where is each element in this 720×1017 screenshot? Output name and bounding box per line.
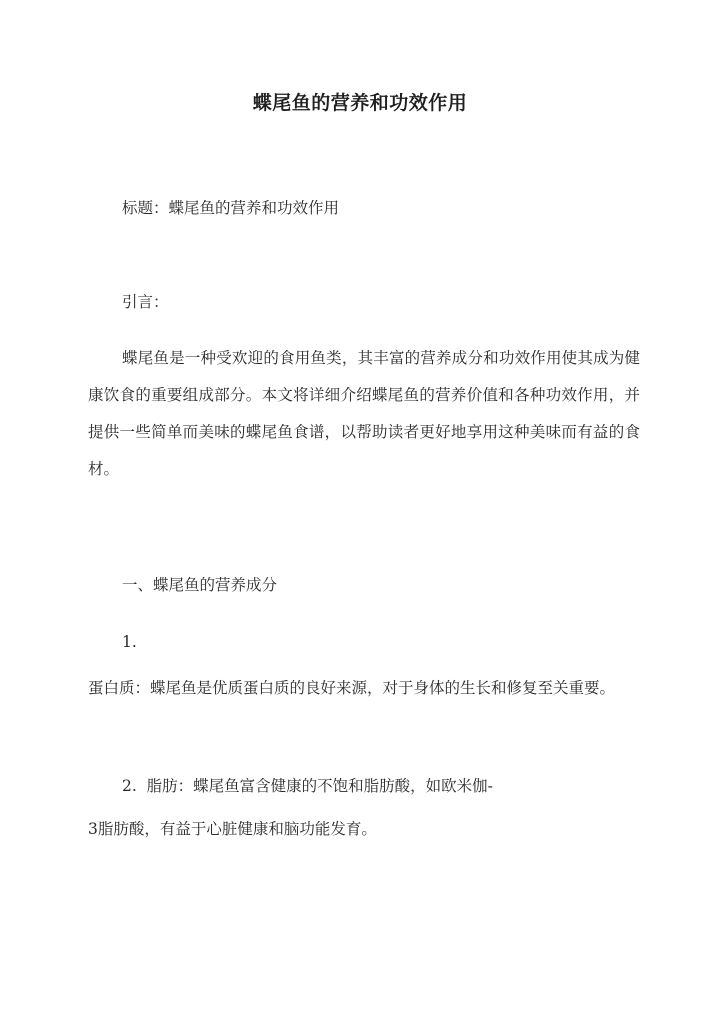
list-item-fat	[122, 776, 493, 796]
intro-paragraph: 蝶尾鱼是一种受欢迎的食用鱼类，其丰富的营养成分和功效作用使其成为健康饮食的重要组成部分。本文将详细介绍蝶尾鱼的营养价值和各种功效作用，并提供一些简单而美味的蝶尾鱼食谱，以帮助读者更好地享用这种美味而有益的食材。	[88, 349, 640, 478]
subject-line: 标题：蝶尾鱼的营养和功效作用	[122, 199, 340, 217]
list-item-fat-text-line2: 3脂肪酸，有益于心脏健康和脑功能发育。	[88, 820, 377, 838]
list-item-fat-text-line1: 脂肪：蝶尾鱼富含健康的不饱和脂肪酸，如欧米伽-	[146, 777, 493, 795]
document-title: 蝶尾鱼的营养和功效作用	[252, 92, 468, 114]
list-item-number: 1.	[122, 633, 137, 651]
intro-heading: 引言：	[122, 293, 169, 311]
list-item-protein: 蛋白质：蝶尾鱼是优质蛋白质的良好来源，对于身体的生长和修复至关重要。	[88, 679, 616, 697]
list-item-number: 2.	[122, 777, 137, 795]
section-heading-nutrition: 一、蝶尾鱼的营养成分	[122, 576, 278, 594]
